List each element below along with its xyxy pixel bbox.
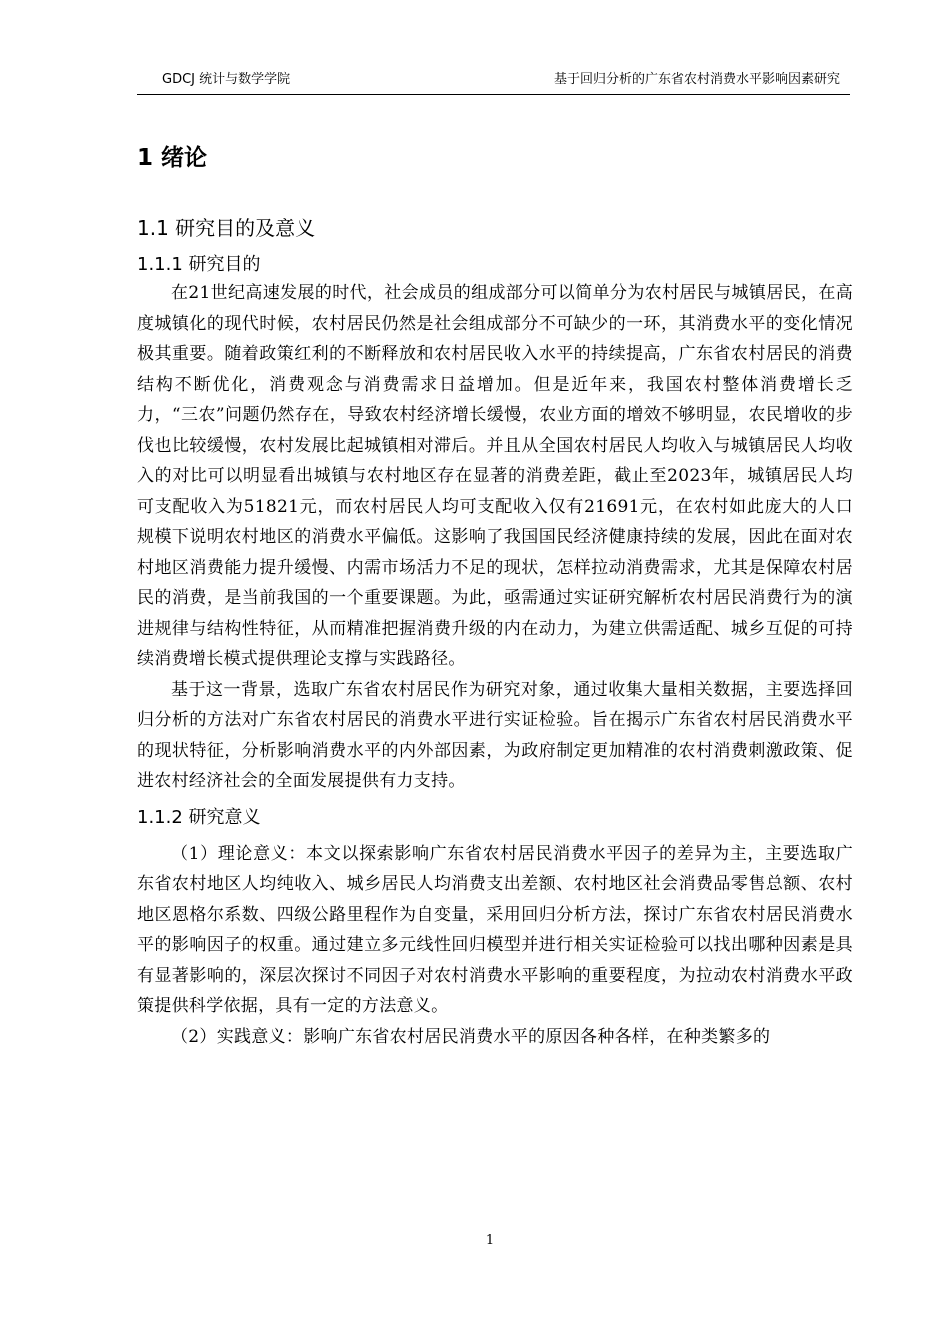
page-header (137, 66, 850, 95)
page-body (137, 140, 853, 1052)
subsection-title-purpose: 1.1.1 研究目的 (137, 254, 261, 275)
paragraph-practical-significance: （2）实践意义：影响广东省农村居民消费水平的原因各种各样，在种类繁多的 (171, 1026, 771, 1047)
paragraph-purpose-1: 在21世纪高速发展的时代，社会成员的组成部分可以简单分为农村居民与城镇居民，在高度城镇化的现代时候，农村居民仍然是社会组成部分不可缺少的一环，其消费水平的变化情况极其重要。随着政策红利的不断释放和农村居民收入水平的持续提高，广东省农村居民的消费结构不断优化，消费观念与消费需求日益增加。但是近年来，我国农村整体消费增长乏力，“三农”问题仍然存在，导致农村经济增长缓慢，农业方面的增效不够明显，农民增收的步伐也比较缓慢，农村发展比起城镇相对滞后。并且从全国农村居民人均收入与城镇居民人均收入的对比可以明显看出城镇与农村地区存在显著的消费差距，截止至2023年，城镇居民人均可支配收入为51821元，而农村居民人均可支配收入仅有21691元，在农村如此庞大的人口规模下说明农村地区的消费水平偏低。这影响了我国国民经济健康持续的发展，因此在面对农村地区消费能力提升缓慢、内需市场活力不足的现状，怎样拉动消费需求，尤其是保障农村居民的消费，是当前我国的一个重要课题。为此，亟需通过实证研究解析农村居民消费行为的演进规律与结构性特征，从而精准把握消费升级的内在动力，为建立供需适配、城乡互促的可持续消费增长模式提供理论支撑与实践路径。 (137, 283, 853, 669)
chapter-title: 1 绪论 (137, 145, 208, 171)
subsection-title-significance: 1.1.2 研究意义 (137, 806, 261, 828)
paragraph-theoretical-significance: （1）理论意义：本文以探索影响广东省农村居民消费水平因子的差异为主，主要选取广东省农村地区人均纯收入、城乡居民人均消费支出差额、农村地区社会消费品零售总额、农村地区恩格尔系数、四级公路里程作为自变量，采用回归分析方法，探讨广东省农村居民消费水平的影响因子的权重。通过建立多元线性回归模型并进行相关实证检验可以找出哪种因素是具有显著影响的，深层次探讨不同因子对农村消费水平影响的重要程度，为拉动农村消费水平政策提供科学依据，具有一定的方法意义。 (137, 843, 853, 1016)
header-institution: GDCJ 统计与数学学院 (162, 72, 291, 87)
header-paper-title: 基于回归分析的广东省农村消费水平影响因素研究 (553, 72, 840, 87)
paragraph-purpose-2: 基于这一背景，选取广东省农村居民作为研究对象，通过收集大量相关数据，主要选择回归分析的方法对广东省农村居民的消费水平进行实证检验。旨在揭示广东省农村居民消费水平的现状特征，分析影响消费水平的内外部因素，为政府制定更加精准的农村消费刺激政策、促进农村经济社会的全面发展提供有力支持。 (137, 679, 853, 791)
section-title: 1.1 研究目的及意义 (137, 216, 316, 240)
page-number: 1 (485, 1233, 495, 1248)
